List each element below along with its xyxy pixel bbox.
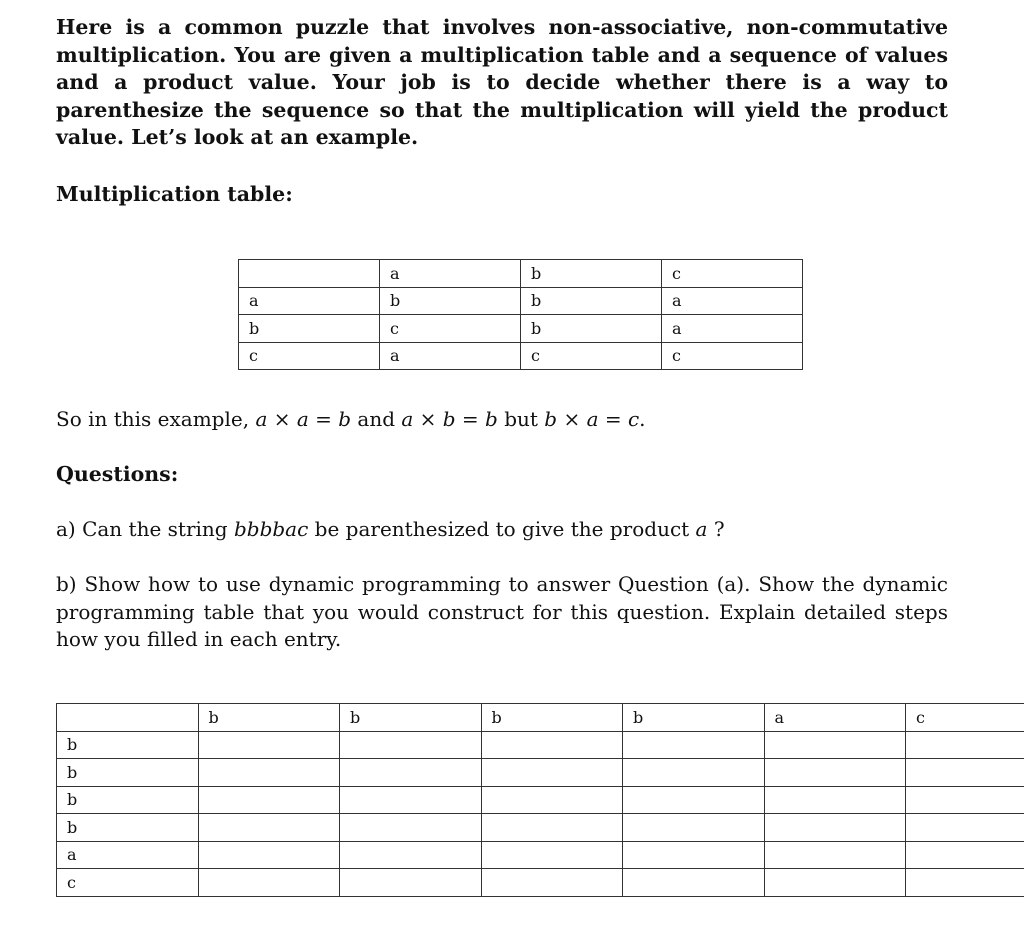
table-cell [906,786,1024,814]
table-header-row [57,704,1024,732]
table-cell [198,869,340,897]
table-header-cell: b [198,704,340,732]
row-label-cell: a [239,287,380,315]
row-label-cell: c [239,342,380,370]
dynamic-programming-table [56,703,1024,897]
question-a-prefix: a) Can the string [56,517,234,541]
table-cell [340,841,482,869]
question-a [56,516,725,544]
table-header-cell: b [481,704,623,732]
table-cell [764,786,906,814]
row-label-cell: b [57,759,199,787]
table-cell [623,869,765,897]
table-cell: b [521,287,662,315]
table-cell: b [380,287,521,315]
table-cell [57,704,199,732]
table-cell [481,841,623,869]
row-label-cell: b [57,731,199,759]
intro-paragraph: Here is a common puzzle that involves non-associative, non-commutative multiplication. You are given a multiplication table and a sequence of values and a product value. Your job is to decide whether there is a way to parenthesize the sequence so that the multiplication will yield the product value. Let’s look at an example. [56,15,948,149]
table-header-cell: c [662,260,803,288]
table-row [57,841,1024,869]
question-a-middle: be parenthesized to give the product [308,517,696,541]
table-cell: a [380,342,521,370]
table-cell [906,759,1024,787]
table-cell [481,814,623,842]
table-cell [198,759,340,787]
table-cell [623,731,765,759]
example-and: and [351,407,402,431]
multiplication-table [238,259,803,370]
row-label-cell: b [239,315,380,343]
table-cell [198,841,340,869]
table-header-row [239,260,803,288]
table-cell [481,731,623,759]
table-cell [340,731,482,759]
table-cell [481,869,623,897]
example-end: . [639,407,646,431]
question-b: b) Show how to use dynamic programming to answer Question (a). Show the dynamic programming table that you would construct for this question. Explain detailed steps how you filled in each entry. [56,572,948,651]
table-header-cell: c [906,704,1024,732]
question-a-end: ? [707,517,725,541]
table-cell [198,731,340,759]
table-cell [481,786,623,814]
table-cell [764,869,906,897]
equation-a-times-b: a × b = b [401,407,498,431]
table-row [239,315,803,343]
table-cell: b [521,315,662,343]
question-a-string: bbbbac [233,517,309,541]
example-sentence [56,406,646,434]
table-cell [906,841,1024,869]
table-cell [906,814,1024,842]
table-cell [764,814,906,842]
equation-a-times-a: a × a = b [255,407,352,431]
table-cell [198,786,340,814]
table-header-cell: b [340,704,482,732]
table-row [239,342,803,370]
table-cell [764,841,906,869]
table-header-cell: b [623,704,765,732]
table-cell [340,814,482,842]
example-but: but [497,407,545,431]
table-cell [340,869,482,897]
table-cell: a [662,287,803,315]
table-row [239,287,803,315]
table-cell [906,731,1024,759]
table-row [57,759,1024,787]
table-cell [623,814,765,842]
table-cell: c [380,315,521,343]
row-label-cell: a [57,841,199,869]
table-header-cell: a [380,260,521,288]
table-cell [623,786,765,814]
table-row [57,786,1024,814]
table-row [57,731,1024,759]
row-label-cell: b [57,786,199,814]
table-cell [481,759,623,787]
table-header-cell: a [764,704,906,732]
equation-b-times-a: b × a = c [544,407,640,431]
table-row [57,869,1024,897]
table-cell: a [662,315,803,343]
table-cell [906,869,1024,897]
table-cell [239,260,380,288]
question-a-target: a [695,517,708,541]
table-cell [764,731,906,759]
row-label-cell: c [57,869,199,897]
table-cell: c [521,342,662,370]
table-row [57,814,1024,842]
multiplication-table-heading: Multiplication table: [56,182,293,206]
row-label-cell: b [57,814,199,842]
table-cell [764,759,906,787]
table-cell [623,841,765,869]
table-cell [623,759,765,787]
table-cell [340,759,482,787]
questions-heading: Questions: [56,462,179,486]
table-cell [340,786,482,814]
example-prefix: So in this example, [56,407,256,431]
table-cell [198,814,340,842]
table-cell: c [662,342,803,370]
table-header-cell: b [521,260,662,288]
